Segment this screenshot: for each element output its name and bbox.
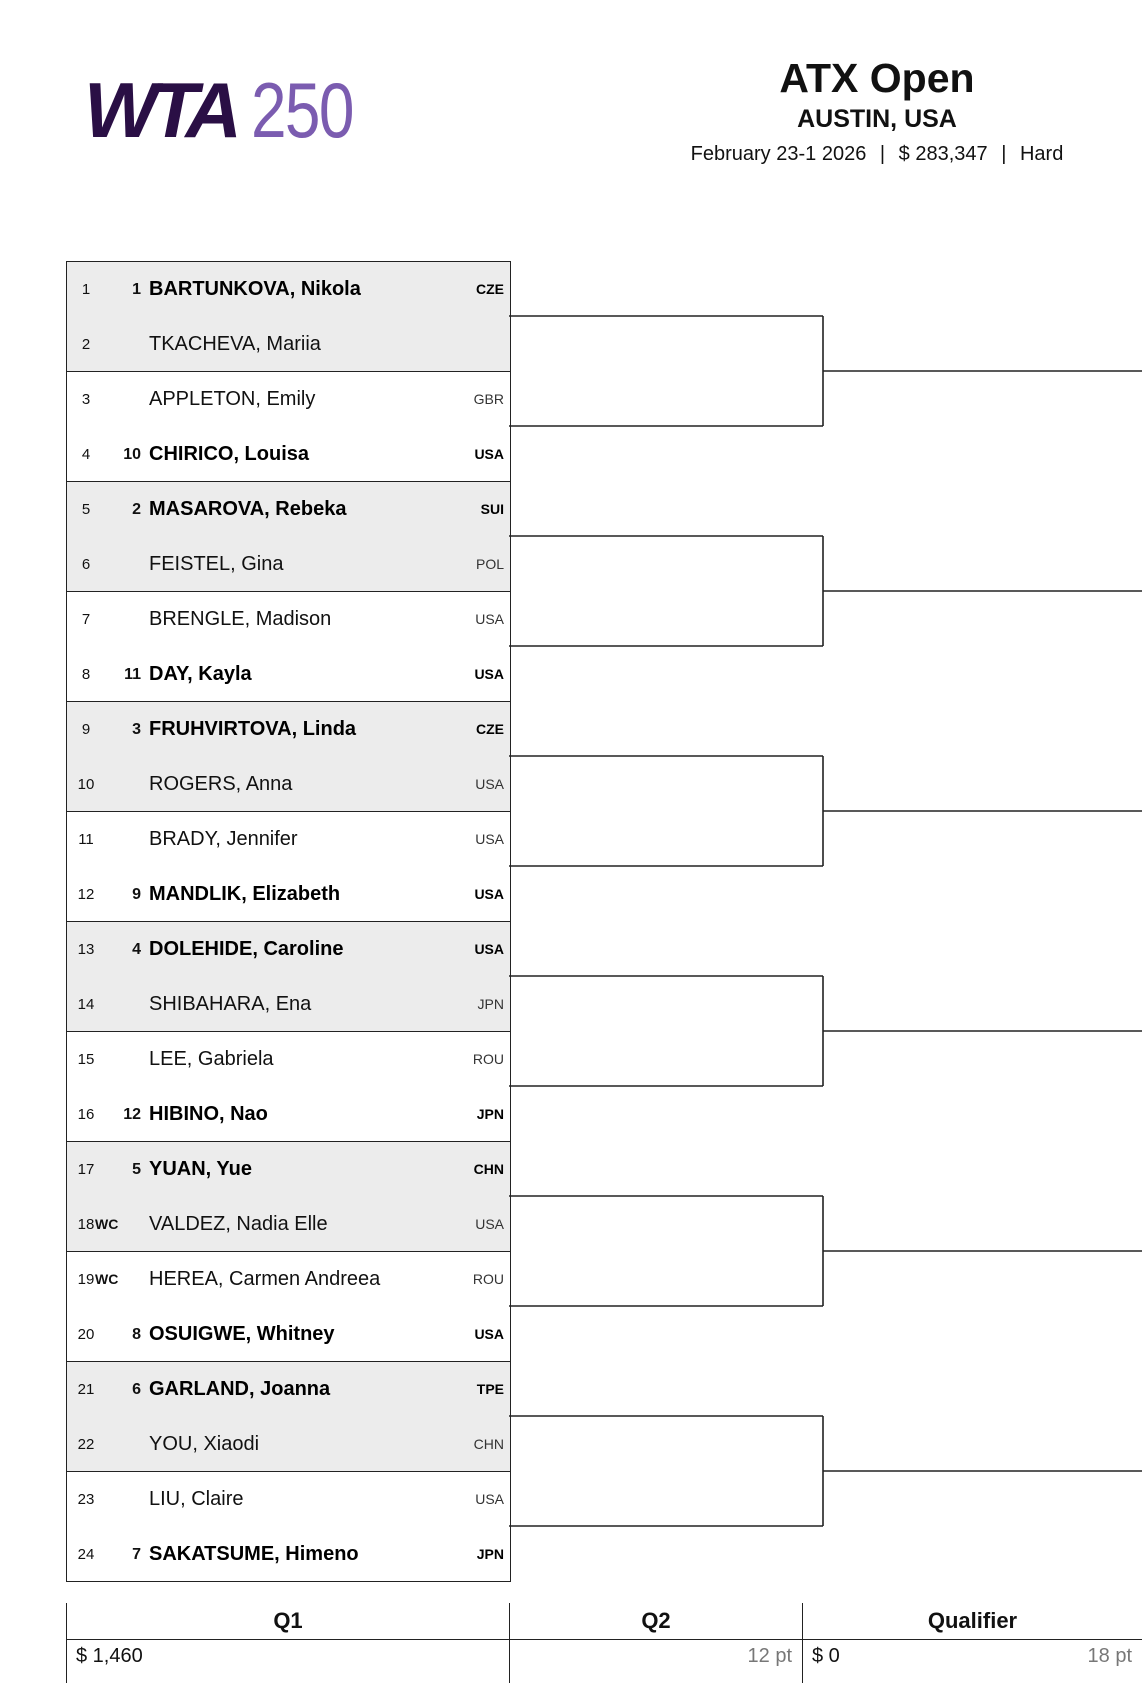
draw-row [67,1362,510,1417]
round-header: Qualifier [803,1603,1142,1640]
draw-row [67,867,510,922]
draw-position: 11 [78,831,94,848]
player-nationality: USA [474,886,504,902]
player-nationality: USA [475,1491,504,1507]
draw-position: 20 [77,1326,95,1343]
draw-position: 13 [77,941,95,958]
draw-row [67,1527,510,1582]
prize-table [66,1603,1142,1683]
draw-position: 24 [77,1546,95,1563]
player-nationality: CHN [473,1161,504,1177]
logo-wta-text: WTA [84,66,235,154]
draw-position: 17 [77,1161,95,1178]
draw-position: 1 [81,281,91,298]
seed-number [119,1472,141,1527]
draw-position: 2 [81,336,91,353]
tournament-name: ATX Open [779,55,975,101]
seed-number [119,1032,141,1087]
draw-position: 7 [81,611,91,628]
seed-number [119,757,141,812]
draw-row [67,1142,510,1197]
player-nationality: JPN [476,1546,504,1562]
tournament-location: AUSTIN, USA [797,105,957,133]
player-nationality: USA [474,666,504,682]
draw-row [67,482,510,537]
seed-number [119,317,141,372]
player-nationality: GBR [473,391,504,407]
draw-row [67,1032,510,1087]
player-name: APPLETON, Emily [149,388,316,410]
draw-row [67,1472,510,1527]
round-header: Q2 [510,1603,802,1640]
player-name: VALDEZ, Nadia Elle [149,1213,328,1235]
tournament-surface: Hard [1019,143,1064,165]
seed-number: 8 [132,1326,141,1343]
entry-status: WC [95,1216,119,1232]
meta-separator: | [1001,143,1007,165]
player-nationality: USA [475,611,504,627]
player-nationality: USA [474,446,504,462]
tournament-dates: February 23-1 2026 [690,143,867,165]
draw-row [67,1307,510,1362]
player-name: ROGERS, Anna [149,773,293,795]
player-name: CHIRICO, Louisa [149,443,310,465]
seed-number: 12 [123,1106,141,1123]
seed-number [119,592,141,647]
tournament-header [640,52,1114,170]
seed-number: 3 [132,721,141,738]
draw-position: 19 [77,1271,95,1288]
player-name: GARLAND, Joanna [149,1378,331,1400]
seed-number [119,537,141,592]
player-nationality: USA [475,831,504,847]
draw-row [67,702,510,757]
draw-row [67,372,510,427]
draw-position: 6 [81,556,91,573]
player-nationality: USA [474,941,504,957]
seed-number: 10 [123,446,141,463]
draw-position: 10 [77,776,95,793]
logo-tier-text: 250 [250,66,353,154]
entry-status: WC [95,1271,119,1287]
player-name: BARTUNKOVA, Nikola [149,278,361,300]
draw-row [67,427,510,482]
player-name: FRUHVIRTOVA, Linda [149,718,357,740]
player-nationality: USA [475,776,504,792]
draw-row [67,977,510,1032]
draw-row [67,592,510,647]
tournament-meta [640,138,1114,170]
player-name: TKACHEVA, Mariia [149,333,321,355]
seed-number [119,812,141,867]
seed-number [119,1417,141,1472]
draw-position: 9 [81,721,91,738]
draw-position: 4 [81,446,91,463]
seed-number: 5 [132,1161,141,1178]
draw-position: 3 [81,391,91,408]
tournament-prize-money: $ 283,347 [898,143,988,165]
player-nationality: USA [475,1216,504,1232]
round-points: 18 pt [1087,1645,1132,1667]
player-name: SHIBAHARA, Ena [149,993,312,1015]
seed-number [119,1252,141,1307]
prize-column [66,1603,509,1683]
wta-250-logo [84,66,375,154]
player-nationality: POL [475,556,504,572]
player-name: FEISTEL, Gina [149,553,284,575]
draw-row [67,647,510,702]
player-nationality: ROU [472,1271,504,1287]
seed-number: 6 [132,1381,141,1398]
draw-position: 14 [77,996,95,1013]
draw-position: 8 [81,666,91,683]
seed-number: 7 [132,1546,141,1563]
draw-row [67,262,510,317]
player-name: MANDLIK, Elizabeth [149,883,341,905]
draw-row [67,922,510,977]
seed-number [119,372,141,427]
player-name: HIBINO, Nao [149,1103,268,1125]
draw-row [67,1197,510,1252]
seed-number: 9 [132,886,141,903]
player-name: LIU, Claire [149,1488,244,1510]
draw-row [67,757,510,812]
draw-position: 22 [77,1436,95,1453]
draw-position: 16 [77,1106,95,1123]
seed-number [119,1197,141,1252]
seed-number: 4 [132,941,141,958]
round-prize-money: $ 0 [812,1645,840,1667]
round-header: Q1 [67,1603,509,1640]
player-nationality: SUI [480,501,504,517]
draw-row [67,317,510,372]
player-name: MASAROVA, Rebeka [149,498,347,520]
draw-position: 21 [77,1381,95,1398]
prize-column [509,1603,802,1683]
player-name: LEE, Gabriela [149,1048,274,1070]
seed-number: 1 [132,281,141,298]
player-nationality: USA [474,1326,504,1342]
draw-row [67,1087,510,1142]
draw-position: 18 [77,1216,95,1233]
seed-number: 2 [132,501,141,518]
draw-row [67,1417,510,1472]
draw-row [67,812,510,867]
seed-number: 11 [124,666,141,683]
draw-position: 12 [77,886,95,903]
player-name: DAY, Kayla [149,663,252,685]
round-points: 12 pt [747,1645,792,1667]
seed-number [119,977,141,1032]
player-nationality: ROU [472,1051,504,1067]
player-nationality: JPN [477,996,504,1012]
player-nationality: JPN [476,1106,504,1122]
player-name: HEREA, Carmen Andreea [149,1268,381,1290]
player-nationality: CZE [476,721,504,737]
player-nationality: CZE [476,281,504,297]
meta-separator: | [879,143,886,165]
player-name: YOU, Xiaodi [149,1433,260,1455]
player-name: YUAN, Yue [149,1158,252,1180]
player-name: BRADY, Jennifer [149,828,298,850]
player-name: SAKATSUME, Himeno [149,1543,359,1565]
draw-row [67,1252,510,1307]
player-name: OSUIGWE, Whitney [149,1323,335,1345]
prize-column [802,1603,1142,1683]
player-nationality: TPE [476,1381,504,1397]
draw-row [67,537,510,592]
player-nationality: CHN [473,1436,504,1452]
draw-table [66,261,511,1582]
draw-position: 15 [77,1051,95,1068]
round-prize-money: $ 1,460 [76,1645,143,1667]
draw-position: 5 [81,501,91,518]
player-name: DOLEHIDE, Caroline [149,938,344,960]
draw-position: 23 [77,1491,95,1508]
player-name: BRENGLE, Madison [149,608,332,630]
